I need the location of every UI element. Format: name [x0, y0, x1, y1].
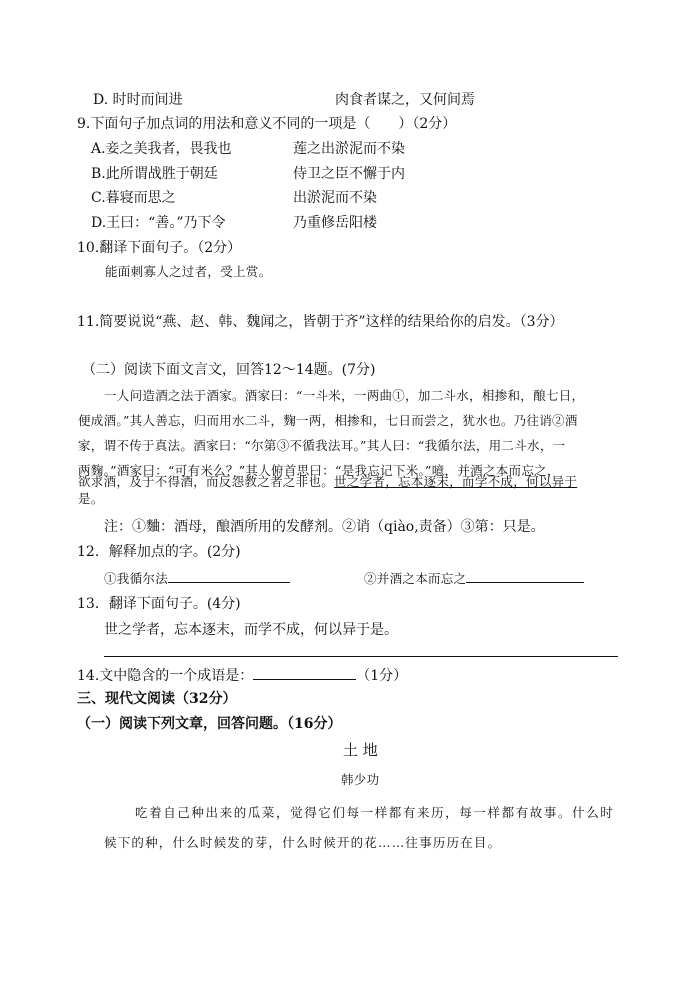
- q14-stem-before: 14.文中隐含的一个成语是：: [77, 668, 254, 684]
- q14-stem: [77, 665, 407, 686]
- passage-line-5: [78, 472, 577, 492]
- q9-stem: 9.下面句子加点词的用法和意义不同的一项是（ ）（2分）: [77, 116, 457, 132]
- article-title: 土 地: [343, 741, 378, 759]
- q14-stem-after: （1分）: [356, 668, 408, 684]
- passage-underlined-sentence: 世之学者，忘本逐末，而学不成，何以异于: [334, 474, 578, 489]
- q9-option-c-left: C.暮寝而思之: [91, 190, 176, 206]
- article-author: 韩少功: [341, 772, 380, 787]
- q8-option-d-left: D. 时时而间进: [93, 92, 183, 108]
- q9-option-c-right: 出淤泥而不染: [293, 190, 377, 206]
- q8-option-d-right: 肉食者谋之，又何间焉: [335, 92, 475, 108]
- q12-item-1-blank[interactable]: [168, 568, 290, 583]
- q9-option-d-right: 乃重修岳阳楼: [293, 215, 377, 231]
- q14-answer-blank[interactable]: [253, 665, 356, 680]
- section-2-heading: （二）阅读下面文言文，回答12～14题。(7分): [82, 362, 376, 378]
- q12-stem: 12．解释加点的字。(2分): [77, 544, 241, 560]
- q13-answer-line[interactable]: [104, 656, 618, 657]
- passage-line-1: 一人问造酒之法于酒家。酒家曰：“一斗米，一两曲①，加二斗水，相掺和，酿七日，: [104, 388, 585, 403]
- q9-option-b-right: 侍卫之臣不懈于内: [293, 166, 405, 182]
- q9-option-a-right: 莲之出淤泥而不染: [293, 141, 405, 157]
- section-3-subheading: （一）阅读下列文章，回答问题。（16分）: [77, 716, 342, 732]
- section-3-heading: 三、现代文阅读（32分）: [77, 691, 237, 707]
- q12-item-2: [364, 568, 584, 589]
- passage-line-6: 是。: [78, 491, 104, 506]
- passage-line-3: 家，谓不传于真法。酒家曰：“尔第③不循我法耳。”其人曰：“我循尔法，用二斗水，一: [78, 438, 566, 453]
- q10-sentence: 能面刺寡人之过者，受上赏。: [105, 264, 272, 279]
- q9-option-d-left: D.王曰：“善。”乃下令: [91, 215, 226, 231]
- q10-stem: 10.翻译下面句子。（2分）: [77, 240, 242, 256]
- article-para-line-2: 候下的种，什么时候发的芽，什么时候开的花……往事历历在目。: [104, 835, 502, 850]
- q13-stem: 13．翻译下面句子。(4分): [77, 596, 241, 612]
- passage-line-5-plain: 欲求酒，及于不得酒，而反怨教之者之非也。: [78, 474, 335, 489]
- q12-item-2-blank[interactable]: [466, 568, 584, 583]
- q9-option-a-left: A.妾之美我者，畏我也: [91, 141, 232, 157]
- q9-option-b-left: B.此所谓战胜于朝廷: [91, 166, 218, 182]
- q12-item-1-label: ①我循尔法: [104, 571, 169, 586]
- q12-item-1: [104, 568, 290, 589]
- article-para-line-1: 吃着自己种出来的瓜菜，觉得它们每一样都有来历，每一样都有故事。什么时: [135, 805, 615, 820]
- q12-item-2-label: ②并酒之本而忘之: [364, 571, 467, 586]
- q11-stem: 11.简要说说“燕、赵、韩、魏闻之，皆朝于齐”这样的结果给你的启发。（3分）: [77, 314, 564, 330]
- q13-sentence: 世之学者，忘本逐末，而学不成，何以异于是。: [104, 622, 398, 638]
- section-2-notes: 注：①麯：酒母，酿酒所用的发酵剂。②诮（qiào,责备）③第：只是。: [104, 519, 545, 535]
- passage-line-4: 两麴。”酒家曰：“可有米么？”其人俯首思曰：“是我忘记下米。”噫，并酒之本而忘之，: [78, 463, 560, 478]
- passage-line-2: 便成酒。”其人善忘，归而用水二斗，麴一两，相掺和，七日而尝之，犹水也。乃往诮②酒: [78, 413, 578, 428]
